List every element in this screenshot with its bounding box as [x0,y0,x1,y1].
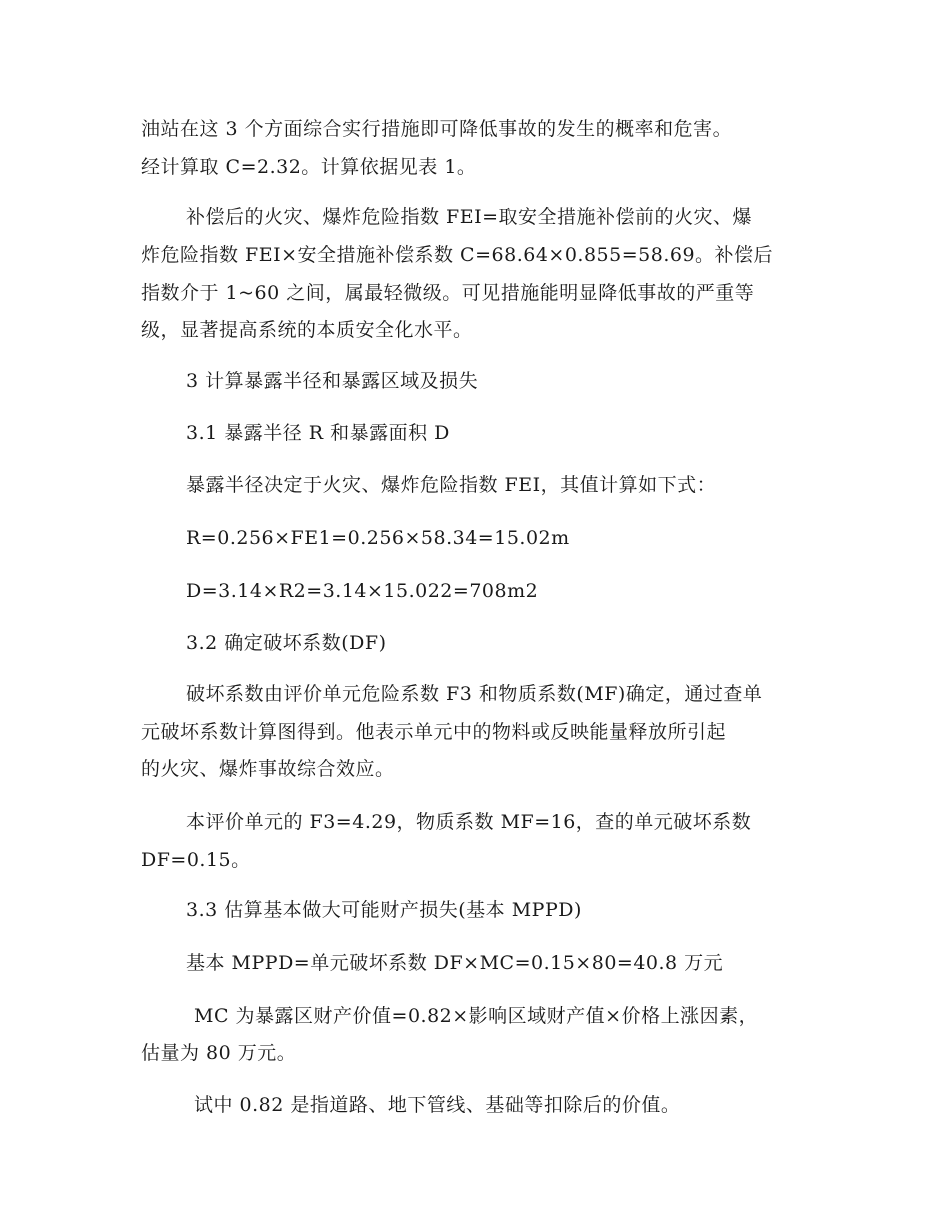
text-line-1: 油站在这 3 个方面综合实行措施即可降低事故的发生的概率和危害。 [141,118,733,140]
formula-mppd: 基本 MPPD=单元破坏系数 DF×MC=0.15×80=40.8 万元 [186,952,724,974]
formula-r: R=0.256×FE1=0.256×58.34=15.02m [186,527,570,549]
section-heading-3: 3 计算暴露半径和暴露区域及损失 [186,370,479,392]
text-line-13: 破坏系数由评价单元危险系数 F3 和物质系数(MF)确定，通过查单 [186,683,763,705]
text-line-16: 本评价单元的 F3=4.29，物质系数 MF=16，查的单元破坏系数 [186,811,752,833]
text-line-5: 指数介于 1~60 之间，属最轻微级。可见措施能明显降低事故的严重等 [141,282,755,304]
text-line-22: 试中 0.82 是指道路、地下管线、基础等扣除后的价值。 [194,1094,681,1116]
section-heading-3-1: 3.1 暴露半径 R 和暴露面积 D [186,422,450,444]
text-line-3: 补偿后的火灾、爆炸危险指数 FEI=取安全措施补偿前的火灾、爆 [186,206,753,228]
text-line-4: 炸危险指数 FEI×安全措施补偿系数 C=68.64×0.855=58.69。补偿后 [141,244,774,266]
text-line-15: 的火灾、爆炸事故综合效应。 [141,758,395,780]
section-heading-3-3: 3.3 估算基本做大可能财产损失(基本 MPPD) [186,899,582,921]
text-line-21: 估量为 80 万元。 [141,1042,297,1064]
text-line-9: 暴露半径决定于火灾、爆炸危险指数 FEI，其值计算如下式： [186,474,717,496]
text-line-20: MC 为暴露区财产价值=0.82×影响区域财产值×价格上涨因素， [194,1005,759,1027]
text-line-17: DF=0.15。 [141,849,251,871]
formula-d: D=3.14×R2=3.14×15.022=708m2 [186,580,539,602]
text-line-6: 级，显著提高系统的本质安全化水平。 [141,319,473,341]
section-heading-3-2: 3.2 确定破坏系数(DF) [186,632,387,654]
text-line-2: 经计算取 C=2.32。计算依据见表 1。 [141,156,477,178]
text-line-14: 元破坏系数计算图得到。他表示单元中的物料或反映能量释放所引起 [141,721,727,743]
